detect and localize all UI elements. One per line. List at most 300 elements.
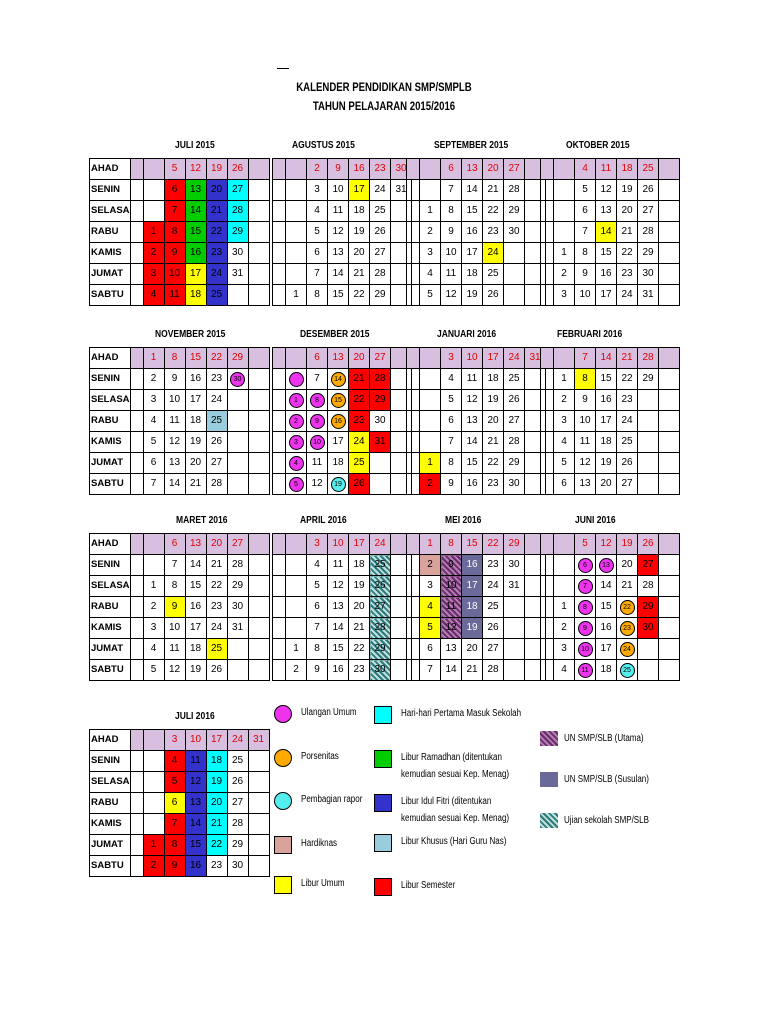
date-number: 20 xyxy=(600,478,612,489)
date-number: 10 xyxy=(189,734,202,745)
spacer-cell xyxy=(541,390,554,411)
date-cell xyxy=(206,285,227,306)
date-number: 10 xyxy=(445,247,457,258)
legend-square-icon xyxy=(374,834,392,852)
date-number: 26 xyxy=(353,478,365,489)
date-cell xyxy=(185,411,206,432)
week-row xyxy=(90,243,270,264)
date-cell xyxy=(328,348,349,369)
date-cell xyxy=(185,348,206,369)
date-cell xyxy=(206,201,227,222)
date-cell xyxy=(554,597,575,618)
date-cell xyxy=(185,730,206,751)
date-number: 16 xyxy=(189,601,202,612)
event-circle-icon: 19 xyxy=(331,477,346,492)
date-cell xyxy=(206,159,227,180)
week-row xyxy=(90,201,270,222)
date-number: 15 xyxy=(189,580,202,591)
date-cell xyxy=(185,474,206,495)
date-cell xyxy=(596,474,617,495)
day-name-cell: RABU xyxy=(90,597,131,618)
day-name-cell: JUMAT xyxy=(90,264,131,285)
date-cell xyxy=(164,639,185,660)
date-number: 27 xyxy=(508,163,520,174)
date-cell xyxy=(638,201,659,222)
date-number: 6 xyxy=(314,247,320,258)
date-number: 14 xyxy=(466,184,478,195)
date-cell xyxy=(441,285,462,306)
legend-label: Ulangan Umum xyxy=(301,707,357,718)
date-cell xyxy=(349,660,370,681)
date-cell xyxy=(227,534,248,555)
date-number: 26 xyxy=(231,163,244,174)
date-cell xyxy=(504,159,525,180)
date-number: 22 xyxy=(487,457,499,468)
date-cell xyxy=(659,222,680,243)
week-row xyxy=(541,453,680,474)
date-cell xyxy=(504,201,525,222)
date-number: 4 xyxy=(448,373,454,384)
date-number: 7 xyxy=(448,436,454,447)
date-number: 18 xyxy=(189,643,202,654)
date-cell xyxy=(483,222,504,243)
date-number: 29 xyxy=(231,580,244,591)
date-cell xyxy=(596,390,617,411)
date-number: 4 xyxy=(150,289,157,300)
date-number: 13 xyxy=(466,163,478,174)
date-cell xyxy=(328,390,349,411)
spacer-cell xyxy=(407,618,420,639)
date-cell xyxy=(349,159,370,180)
date-cell xyxy=(328,432,349,453)
date-cell xyxy=(575,618,596,639)
date-cell xyxy=(617,264,638,285)
date-cell xyxy=(420,369,441,390)
month-table xyxy=(272,158,412,306)
date-number: 4 xyxy=(150,643,157,654)
date-cell xyxy=(349,411,370,432)
date-cell xyxy=(420,285,441,306)
date-number: 16 xyxy=(466,478,478,489)
week-row xyxy=(90,159,270,180)
date-cell xyxy=(575,576,596,597)
spacer-cell xyxy=(407,474,420,495)
date-number: 2 xyxy=(150,247,157,258)
day-name-cell: KAMIS xyxy=(90,814,131,835)
date-number: 30 xyxy=(374,664,386,675)
date-cell xyxy=(575,390,596,411)
date-cell xyxy=(164,453,185,474)
event-circle-icon: 24 xyxy=(620,642,635,657)
date-number: 25 xyxy=(374,559,386,570)
month-table xyxy=(540,533,680,681)
date-number: 15 xyxy=(600,601,612,612)
date-number: 15 xyxy=(189,352,202,363)
date-number: 11 xyxy=(466,373,478,384)
date-number: 26 xyxy=(508,394,520,405)
date-number: 12 xyxy=(600,538,612,549)
date-number: 3 xyxy=(150,394,157,405)
date-number: 19 xyxy=(353,580,365,591)
spacer-cell xyxy=(541,285,554,306)
date-cell xyxy=(206,369,227,390)
date-number: 13 xyxy=(332,352,344,363)
date-cell xyxy=(441,453,462,474)
date-cell xyxy=(638,264,659,285)
legend-circle-icon xyxy=(274,792,292,810)
date-cell xyxy=(441,243,462,264)
date-number: 29 xyxy=(642,247,654,258)
date-cell xyxy=(638,243,659,264)
month-table xyxy=(89,533,270,681)
spacer-cell xyxy=(541,432,554,453)
date-cell xyxy=(575,453,596,474)
date-number: 27 xyxy=(374,601,386,612)
date-cell xyxy=(554,453,575,474)
date-cell xyxy=(206,411,227,432)
date-number: 1 xyxy=(561,373,567,384)
date-cell xyxy=(248,730,269,751)
day-name-cell: KAMIS xyxy=(90,243,131,264)
event-circle-icon: 16 xyxy=(331,414,346,429)
date-cell xyxy=(248,835,269,856)
spacer-cell xyxy=(130,264,143,285)
date-number: 19 xyxy=(600,457,612,468)
date-number: 30 xyxy=(395,163,407,174)
date-cell xyxy=(659,411,680,432)
legend-label: Libur Semester xyxy=(401,880,456,891)
spacer-cell xyxy=(541,243,554,264)
date-number: 9 xyxy=(448,478,454,489)
spacer-cell xyxy=(541,618,554,639)
legend-square-icon xyxy=(374,794,392,812)
spacer-cell xyxy=(273,597,286,618)
spacer-cell xyxy=(541,264,554,285)
date-number: 10 xyxy=(168,394,181,405)
date-number: 22 xyxy=(487,538,499,549)
spacer-cell xyxy=(273,411,286,432)
date-cell xyxy=(659,180,680,201)
date-number: 20 xyxy=(353,247,365,258)
date-cell xyxy=(164,159,185,180)
date-number: 2 xyxy=(150,601,157,612)
date-cell xyxy=(286,534,307,555)
date-cell xyxy=(596,534,617,555)
date-cell xyxy=(307,453,328,474)
date-cell xyxy=(554,411,575,432)
date-number: 30 xyxy=(642,268,654,279)
date-number: 15 xyxy=(600,373,612,384)
date-cell xyxy=(328,264,349,285)
date-cell xyxy=(143,348,164,369)
date-number: 27 xyxy=(621,478,633,489)
event-circle-icon: 4 xyxy=(289,456,304,471)
date-number: 11 xyxy=(332,559,344,570)
date-cell xyxy=(370,534,391,555)
week-row xyxy=(273,555,412,576)
date-cell xyxy=(420,453,441,474)
date-number: 8 xyxy=(448,538,454,549)
date-cell xyxy=(227,793,248,814)
date-cell xyxy=(462,285,483,306)
month-name: MEI 2016 xyxy=(445,515,482,526)
date-cell xyxy=(420,639,441,660)
date-number: 19 xyxy=(189,664,202,675)
month-table xyxy=(406,533,546,681)
date-cell xyxy=(143,453,164,474)
week-row xyxy=(407,639,546,660)
spacer-cell xyxy=(407,159,420,180)
date-cell xyxy=(185,814,206,835)
date-cell xyxy=(575,555,596,576)
date-number: 13 xyxy=(189,184,202,195)
date-cell xyxy=(185,369,206,390)
date-cell xyxy=(575,222,596,243)
date-number: 20 xyxy=(487,163,499,174)
date-cell xyxy=(185,201,206,222)
week-row xyxy=(541,159,680,180)
date-cell xyxy=(227,618,248,639)
week-row xyxy=(90,793,270,814)
date-number: 8 xyxy=(582,373,588,384)
date-number: 8 xyxy=(582,247,588,258)
date-number: 30 xyxy=(231,247,244,258)
date-cell xyxy=(638,576,659,597)
date-cell xyxy=(617,597,638,618)
spacer-cell xyxy=(273,576,286,597)
date-cell xyxy=(143,793,164,814)
date-number: 28 xyxy=(231,818,244,829)
month-table xyxy=(89,729,270,877)
week-row xyxy=(407,534,546,555)
spacer-cell xyxy=(541,348,554,369)
date-number: 4 xyxy=(561,436,567,447)
date-number: 22 xyxy=(353,394,365,405)
date-cell xyxy=(286,474,307,495)
date-cell xyxy=(206,576,227,597)
date-number: 28 xyxy=(642,352,654,363)
date-cell xyxy=(143,660,164,681)
date-cell xyxy=(659,159,680,180)
date-number: 10 xyxy=(445,580,457,591)
date-cell xyxy=(286,285,307,306)
date-number: 5 xyxy=(427,622,433,633)
week-row xyxy=(541,597,680,618)
date-number: 17 xyxy=(466,580,478,591)
date-cell xyxy=(370,390,391,411)
date-number: 23 xyxy=(621,394,633,405)
date-cell xyxy=(227,772,248,793)
date-number: 23 xyxy=(374,163,386,174)
date-cell xyxy=(638,180,659,201)
day-name-cell: SELASA xyxy=(90,201,131,222)
date-number: 29 xyxy=(231,352,244,363)
date-cell xyxy=(420,390,441,411)
legend-square-icon xyxy=(274,876,292,894)
date-cell xyxy=(483,390,504,411)
spacer-cell xyxy=(273,390,286,411)
week-row xyxy=(407,618,546,639)
date-cell xyxy=(227,576,248,597)
date-number: 20 xyxy=(210,184,223,195)
date-cell xyxy=(185,432,206,453)
date-cell xyxy=(441,159,462,180)
date-cell xyxy=(575,201,596,222)
date-number: 18 xyxy=(353,559,365,570)
date-cell xyxy=(462,390,483,411)
spacer-cell xyxy=(273,660,286,681)
date-cell xyxy=(370,243,391,264)
week-row xyxy=(541,576,680,597)
date-cell xyxy=(206,835,227,856)
date-cell xyxy=(206,793,227,814)
date-cell xyxy=(227,285,248,306)
date-cell xyxy=(307,348,328,369)
day-name-cell: SENIN xyxy=(90,180,131,201)
date-number: 25 xyxy=(621,436,633,447)
date-cell xyxy=(483,576,504,597)
date-number: 26 xyxy=(642,184,654,195)
date-cell xyxy=(286,432,307,453)
date-cell xyxy=(328,597,349,618)
date-cell xyxy=(143,555,164,576)
event-circle-icon: 9 xyxy=(578,621,593,636)
date-cell xyxy=(286,243,307,264)
date-number: 1 xyxy=(150,352,157,363)
week-row xyxy=(541,222,680,243)
date-number: 17 xyxy=(600,289,612,300)
date-cell xyxy=(575,264,596,285)
week-row xyxy=(407,180,546,201)
date-cell xyxy=(638,348,659,369)
date-cell xyxy=(659,618,680,639)
week-row xyxy=(273,285,412,306)
date-cell xyxy=(206,856,227,877)
date-number: 25 xyxy=(210,415,223,426)
week-row xyxy=(273,369,412,390)
date-cell xyxy=(248,348,269,369)
date-number: 4 xyxy=(314,559,320,570)
week-row xyxy=(407,222,546,243)
week-row xyxy=(541,243,680,264)
week-row xyxy=(90,285,270,306)
date-number: 9 xyxy=(582,394,588,405)
calendar-subtitle: TAHUN PELAJARAN 2015/2016 xyxy=(312,99,456,113)
date-cell xyxy=(504,432,525,453)
date-number: 27 xyxy=(642,205,654,216)
date-cell xyxy=(483,201,504,222)
date-cell xyxy=(164,534,185,555)
date-cell xyxy=(143,390,164,411)
date-cell xyxy=(248,597,269,618)
date-number: 31 xyxy=(642,289,654,300)
date-cell xyxy=(227,730,248,751)
date-cell xyxy=(227,369,248,390)
date-number: 1 xyxy=(427,205,433,216)
date-cell xyxy=(227,639,248,660)
date-number: 21 xyxy=(210,559,223,570)
date-number: 3 xyxy=(561,415,567,426)
week-row xyxy=(273,159,412,180)
date-cell xyxy=(307,201,328,222)
date-number: 26 xyxy=(621,457,633,468)
date-cell xyxy=(596,369,617,390)
date-cell xyxy=(185,576,206,597)
date-cell xyxy=(420,180,441,201)
date-cell xyxy=(420,264,441,285)
date-cell xyxy=(164,555,185,576)
spacer-cell xyxy=(407,534,420,555)
date-cell xyxy=(185,390,206,411)
date-cell xyxy=(206,432,227,453)
date-number: 19 xyxy=(621,538,633,549)
date-cell xyxy=(462,243,483,264)
date-cell xyxy=(328,474,349,495)
date-cell xyxy=(370,180,391,201)
date-cell xyxy=(164,243,185,264)
date-cell xyxy=(307,555,328,576)
date-cell xyxy=(248,814,269,835)
day-name-cell: SABTU xyxy=(90,856,131,877)
date-cell xyxy=(227,243,248,264)
date-number: 16 xyxy=(332,664,344,675)
week-row xyxy=(541,180,680,201)
date-cell xyxy=(462,222,483,243)
date-number: 25 xyxy=(487,601,499,612)
date-cell xyxy=(504,243,525,264)
date-cell xyxy=(328,576,349,597)
date-cell xyxy=(248,159,269,180)
date-cell xyxy=(504,660,525,681)
date-cell xyxy=(554,222,575,243)
date-number: 17 xyxy=(600,643,612,654)
date-number: 23 xyxy=(210,373,223,384)
legend-label: Hardiknas xyxy=(301,838,338,849)
day-name-cell: SENIN xyxy=(90,369,131,390)
date-cell xyxy=(596,159,617,180)
date-number: 5 xyxy=(448,394,454,405)
date-number: 7 xyxy=(171,205,178,216)
date-cell xyxy=(143,772,164,793)
date-cell xyxy=(596,618,617,639)
date-cell xyxy=(659,474,680,495)
spacer-cell xyxy=(407,180,420,201)
date-number: 9 xyxy=(171,373,178,384)
spacer-cell xyxy=(273,453,286,474)
date-number: 12 xyxy=(445,289,457,300)
date-cell xyxy=(638,222,659,243)
date-cell xyxy=(185,639,206,660)
date-cell xyxy=(185,835,206,856)
date-number: 23 xyxy=(210,860,223,871)
week-row xyxy=(90,660,270,681)
spacer-cell xyxy=(541,180,554,201)
date-cell xyxy=(328,243,349,264)
date-cell xyxy=(504,369,525,390)
date-number: 11 xyxy=(311,457,323,468)
date-number: 11 xyxy=(169,289,180,300)
date-cell xyxy=(483,432,504,453)
date-cell xyxy=(185,180,206,201)
date-cell xyxy=(441,411,462,432)
date-number: 28 xyxy=(231,205,244,216)
date-number: 12 xyxy=(189,776,202,787)
date-number: 1 xyxy=(427,457,433,468)
date-cell xyxy=(286,201,307,222)
date-cell xyxy=(227,390,248,411)
date-number: 16 xyxy=(353,163,365,174)
date-cell xyxy=(575,534,596,555)
